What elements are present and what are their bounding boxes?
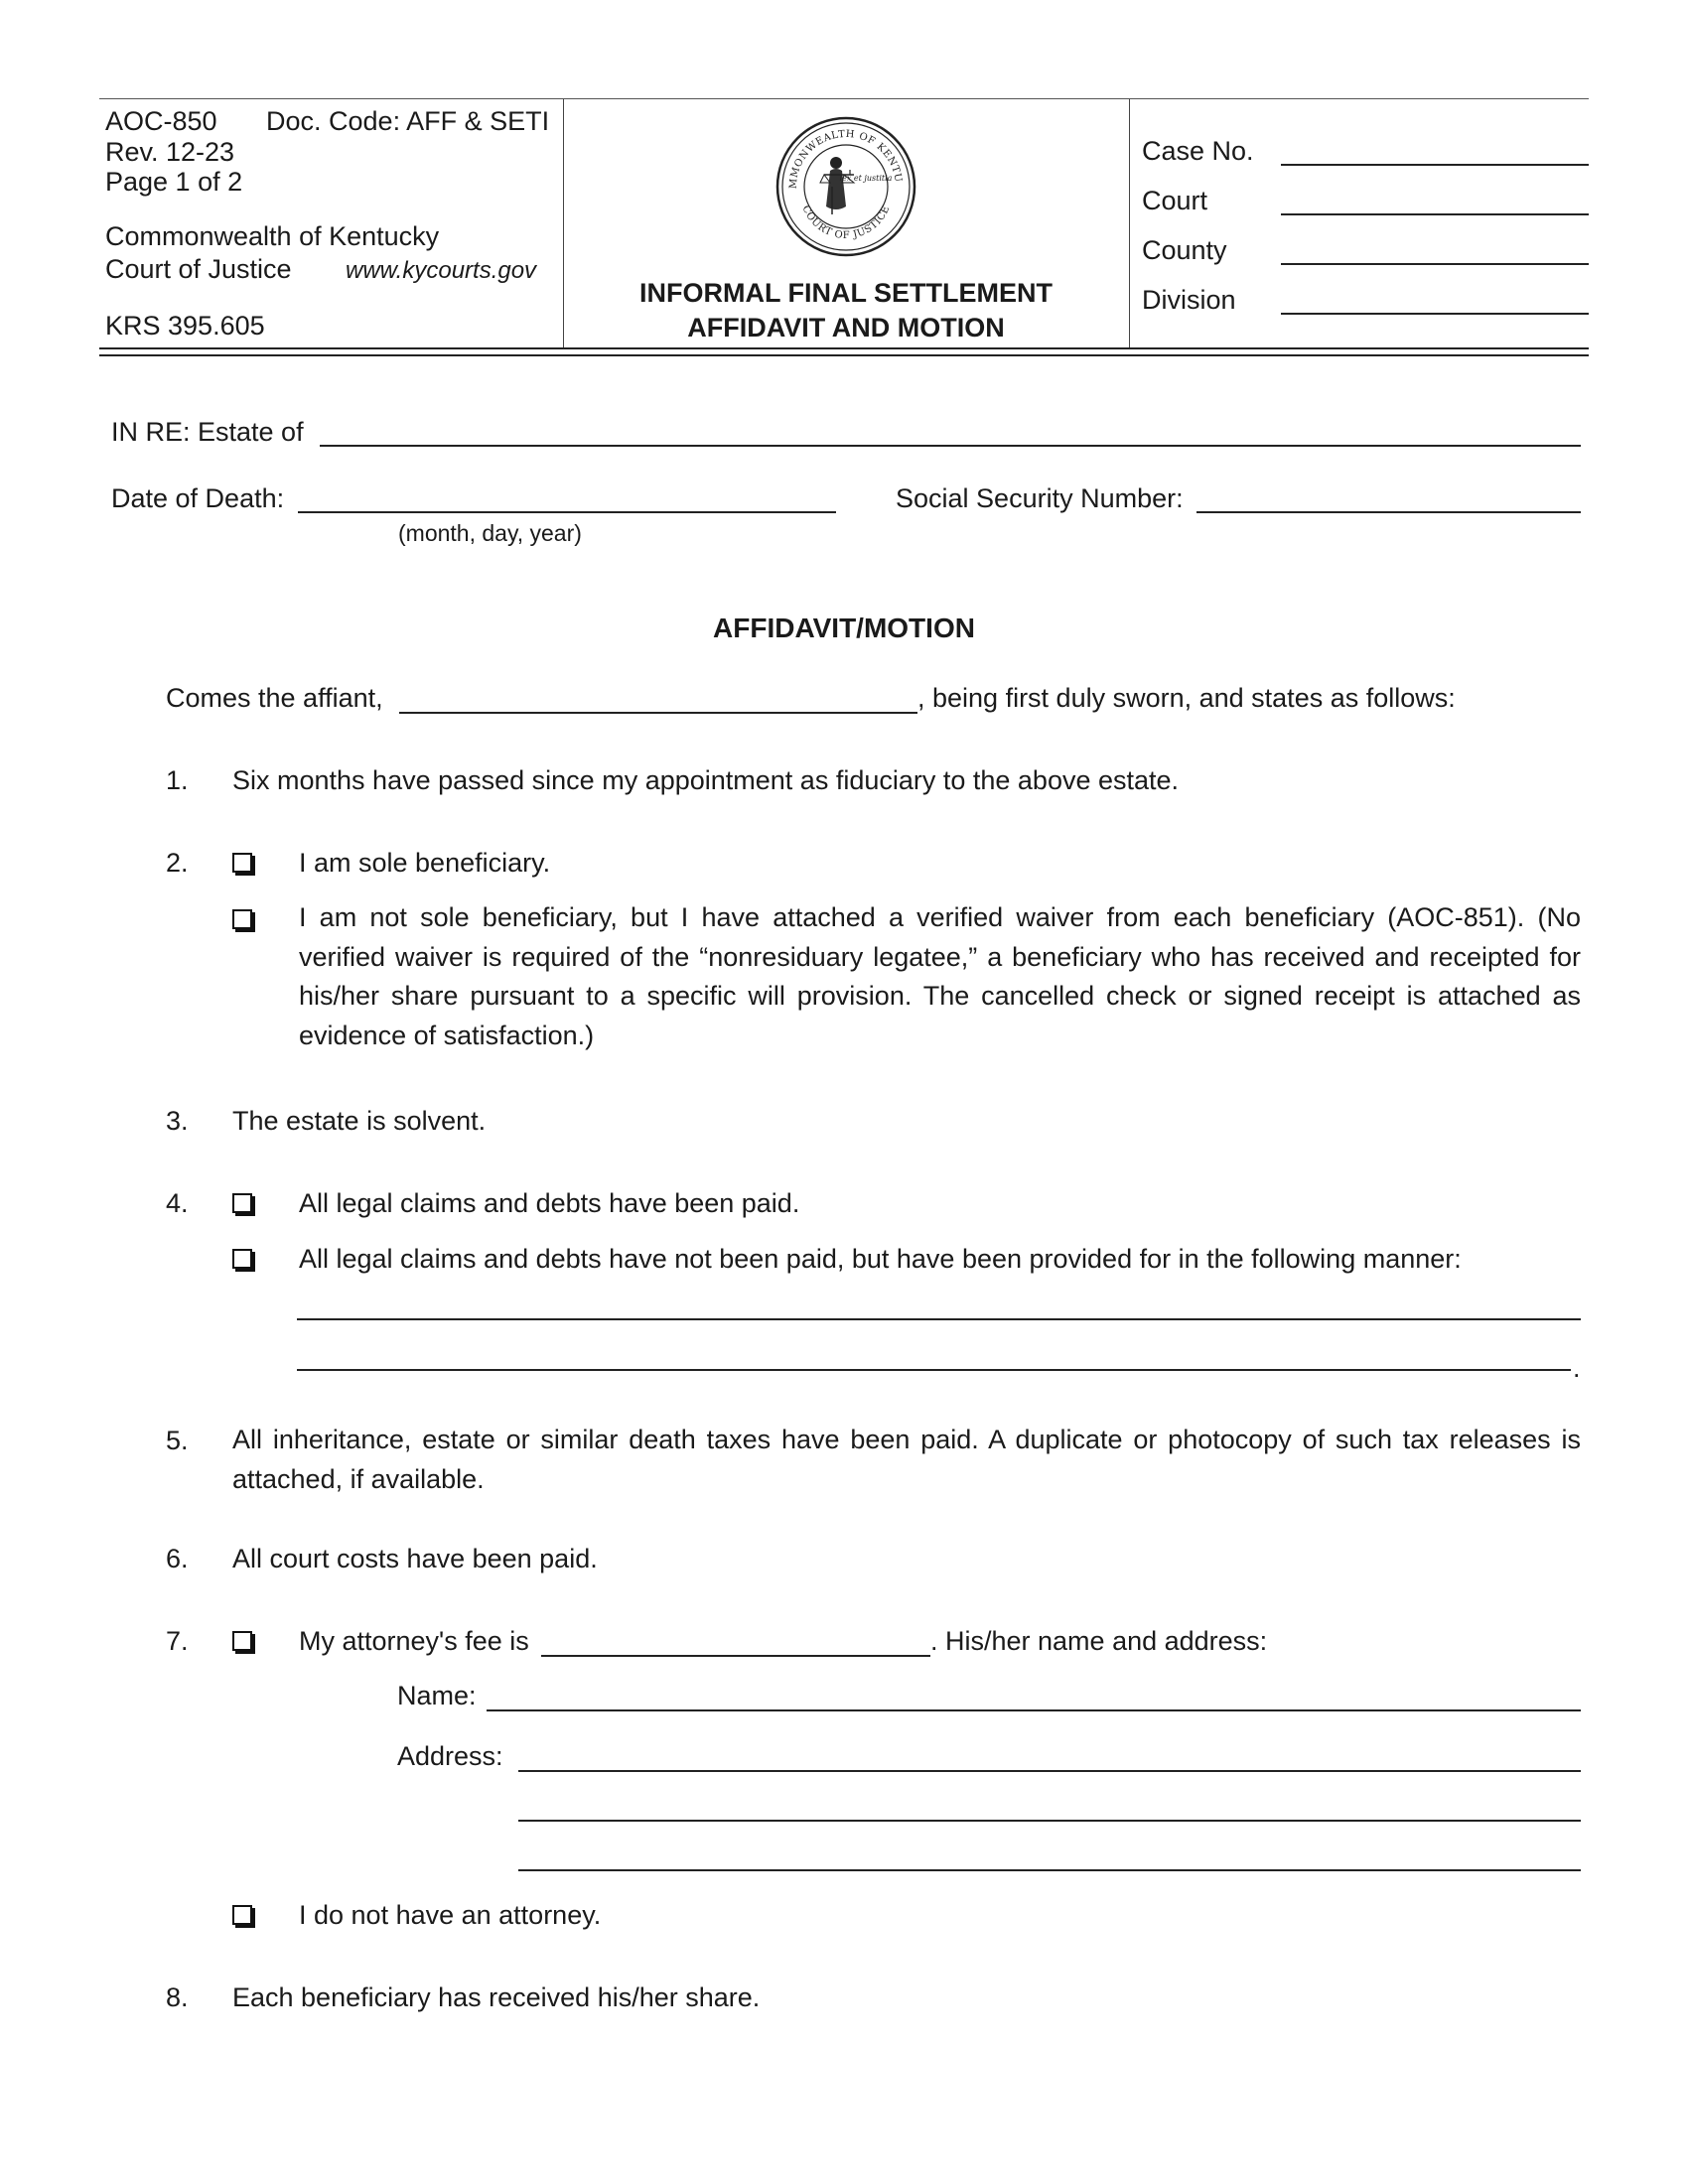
header-bottom-rule-double	[99, 354, 1589, 356]
claims-manner-line-2[interactable]	[297, 1369, 1571, 1371]
date-of-death-label: Date of Death:	[111, 483, 285, 513]
item-4-number: 4.	[166, 1188, 189, 1218]
intro-text-after: , being first duly sworn, and states as follows:	[917, 683, 1456, 713]
county-field[interactable]	[1281, 263, 1589, 265]
item-5-text: All inheritance, estate or similar death taxes have been paid. A duplicate or photocopy of such tax releases is attached, if available.	[232, 1425, 1581, 1494]
division-field[interactable]	[1281, 313, 1589, 315]
attorney-name-field[interactable]	[487, 1709, 1581, 1711]
date-of-death-field[interactable]	[298, 511, 836, 513]
item-4a-text: All legal claims and debts have been paid.	[299, 1188, 800, 1218]
attorney-name-label: Name:	[397, 1681, 477, 1710]
claims-paid-checkbox[interactable]	[232, 1193, 252, 1213]
date-format-hint: (month, day, year)	[398, 520, 582, 546]
attorney-fee-field[interactable]	[541, 1655, 930, 1657]
item-3-number: 3.	[166, 1106, 189, 1136]
claims-provided-checkbox[interactable]	[232, 1249, 252, 1269]
seal-top-text: MMONWEALTH OF KENTU	[787, 128, 904, 190]
item-1-text: Six months have passed since my appointment as fiduciary to the above estate.	[232, 765, 1180, 795]
not-sole-beneficiary-checkbox[interactable]	[232, 909, 252, 929]
form-number: AOC-850	[105, 106, 217, 136]
page-indicator: Page 1 of 2	[105, 167, 243, 197]
county-label: County	[1142, 235, 1227, 265]
attorney-fee-label: My attorney's fee is	[299, 1626, 529, 1656]
item-8-text: Each beneficiary has received his/her share.	[232, 1982, 761, 2012]
court-seal	[774, 115, 917, 258]
header-bottom-rule	[99, 347, 1589, 349]
in-re-label: IN RE: Estate of	[111, 417, 304, 447]
ssn-field[interactable]	[1196, 511, 1581, 513]
header-divider-right	[1129, 99, 1130, 347]
item-3-text: The estate is solvent.	[232, 1106, 487, 1136]
seal-center-text: lex et justitia	[839, 174, 893, 183]
attorney-address-line-3[interactable]	[518, 1869, 1581, 1871]
item-6-text: All court costs have been paid.	[232, 1544, 598, 1573]
svg-text:COURT OF JUSTICE	[799, 205, 892, 242]
attorney-fee-checkbox[interactable]	[232, 1631, 252, 1651]
no-attorney-checkbox[interactable]	[232, 1905, 252, 1925]
attorney-fee-after: . His/her name and address:	[930, 1626, 1268, 1656]
affiant-name-field[interactable]	[399, 712, 917, 714]
intro-text-before: Comes the affiant,	[166, 683, 383, 713]
item-8-number: 8.	[166, 1982, 189, 2012]
court-name: Court of Justice	[105, 254, 292, 284]
doc-code: Doc. Code: AFF & SETI	[266, 106, 550, 136]
attorney-address-line-1[interactable]	[518, 1770, 1581, 1772]
attorney-address-label: Address:	[397, 1741, 503, 1771]
sole-beneficiary-checkbox[interactable]	[232, 853, 252, 873]
case-no-field[interactable]	[1281, 164, 1589, 166]
claims-manner-period: .	[1573, 1353, 1581, 1383]
jurisdiction: Commonwealth of Kentucky	[105, 221, 440, 251]
header-top-rule	[99, 98, 1589, 99]
statute: KRS 395.605	[105, 311, 265, 341]
case-no-label: Case No.	[1142, 136, 1254, 166]
item-7b-text: I do not have an attorney.	[299, 1900, 602, 1930]
item-2b-text: I am not sole beneficiary, but I have attached a verified waiver from each beneficiary (AOC-851). (No verified waiver is required of the “nonresiduary legatee,” a beneficiary who has received and receipted for his/her share pursuant to a specific will provision. The cancelled check or signed receipt is attached as evidence of satisfaction.)	[299, 902, 1581, 1050]
form-title-line1: INFORMAL FINAL SETTLEMENT	[639, 278, 1053, 308]
section-title: AFFIDAVIT/MOTION	[713, 613, 975, 643]
item-6-number: 6.	[166, 1544, 189, 1573]
item-1-number: 1.	[166, 765, 189, 795]
court-field[interactable]	[1281, 213, 1589, 215]
form-revision: Rev. 12-23	[105, 137, 235, 167]
form-title-line2: AFFIDAVIT AND MOTION	[687, 313, 1005, 342]
division-label: Division	[1142, 285, 1236, 315]
header-divider-left	[563, 99, 564, 347]
item-2a-text: I am sole beneficiary.	[299, 848, 551, 878]
kentucky-seal-icon	[774, 115, 917, 258]
item-4b-text: All legal claims and debts have not been paid, but have been provided for in the following manner:	[299, 1244, 1462, 1274]
ssn-label: Social Security Number:	[896, 483, 1184, 513]
estate-name-field[interactable]	[320, 445, 1581, 447]
seal-bottom-text: COURT OF JUSTICE	[799, 204, 893, 242]
item-2-number: 2.	[166, 848, 189, 878]
item-7-number: 7.	[166, 1626, 189, 1656]
item-5-number: 5.	[166, 1426, 189, 1455]
claims-manner-line-1[interactable]	[297, 1318, 1581, 1320]
court-label: Court	[1142, 186, 1208, 215]
attorney-address-line-2[interactable]	[518, 1820, 1581, 1822]
website: www.kycourts.gov	[346, 257, 537, 284]
